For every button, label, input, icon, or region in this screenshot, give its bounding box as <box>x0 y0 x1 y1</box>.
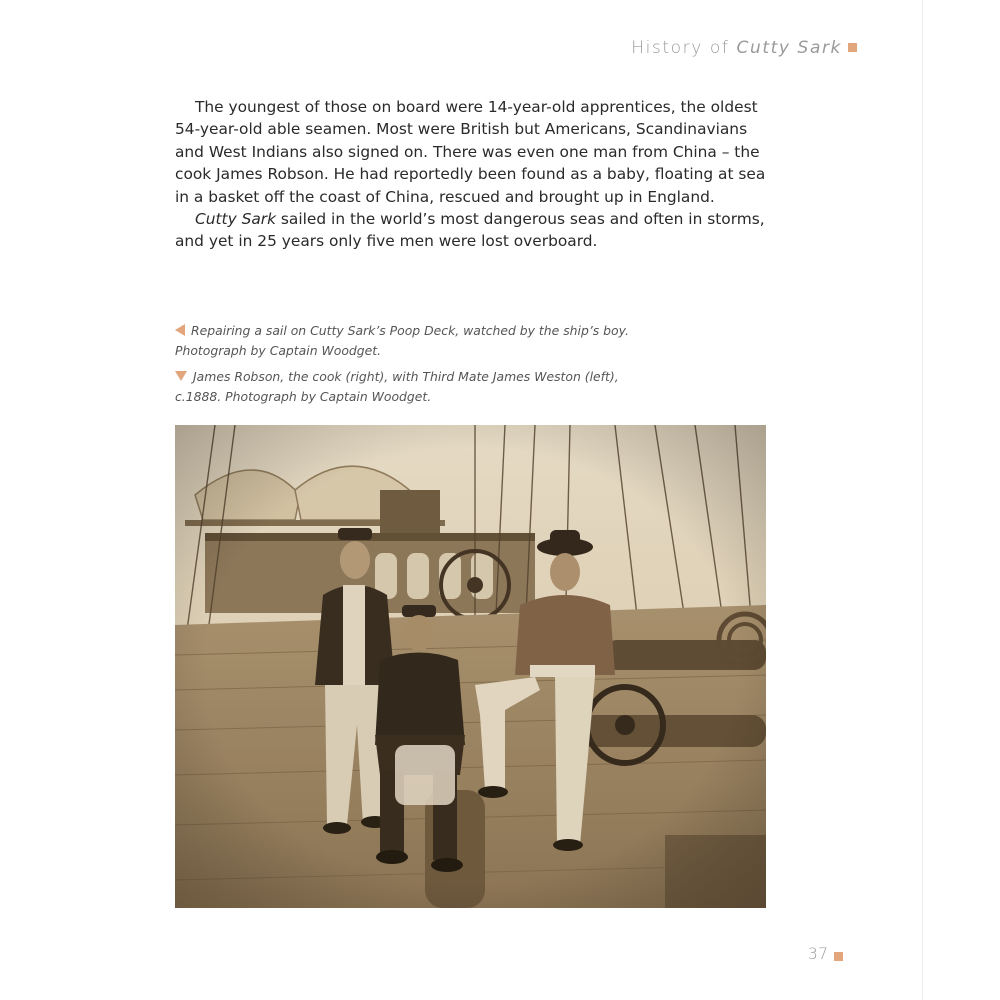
caption-line <box>175 321 775 341</box>
paragraph-line: cook James Robson. He had reportedly been found as a baby, floating at sea <box>175 165 766 184</box>
paragraph-line: and West Indians also signed on. There was even one man from China – the <box>175 142 760 161</box>
sepia-photograph <box>175 425 766 908</box>
caption-line: c.1888. Photograph by Captain Woodget. <box>175 389 432 404</box>
ship-name: Cutty Sark <box>195 210 277 229</box>
paragraph-line <box>175 208 775 230</box>
caption-text: Repairing a sail on Cutty Sark’s Poop Deck, watched by the ship’s boy. <box>191 323 629 338</box>
caption-2 <box>175 367 775 407</box>
caption-1 <box>175 321 775 361</box>
folio-square-icon <box>834 952 843 961</box>
running-head-prefix: History of <box>631 38 730 58</box>
running-head <box>631 38 842 58</box>
paragraph-line: 54-year-old able seamen. Most were British but Americans, Scandinavians <box>175 120 748 139</box>
paragraph-line: and yet in 25 years only five men were lost overboard. <box>175 232 598 251</box>
paragraph-1 <box>175 96 775 208</box>
page-edge-divider <box>922 0 923 1000</box>
running-head-title: Cutty Sark <box>736 38 842 58</box>
triangle-down-icon <box>175 371 187 381</box>
photograph-illustration <box>175 425 766 908</box>
triangle-left-icon <box>175 324 185 336</box>
caption-text: James Robson, the cook (right), with Third Mate James Weston (left), <box>193 369 619 384</box>
paragraph-line-rest: sailed in the world’s most dangerous seas and often in storms, <box>276 210 765 229</box>
running-head-square-icon <box>848 43 857 52</box>
paragraph-line: The youngest of those on board were 14-year-old apprentices, the oldest <box>195 98 758 116</box>
paragraph-2 <box>175 208 775 253</box>
body-text <box>175 96 775 253</box>
paragraph-line: in a basket off the coast of China, rescued and brought up in England. <box>175 187 715 206</box>
caption-line <box>175 367 775 387</box>
page-number: 37 <box>807 944 828 963</box>
caption-line: Photograph by Captain Woodget. <box>175 343 382 358</box>
